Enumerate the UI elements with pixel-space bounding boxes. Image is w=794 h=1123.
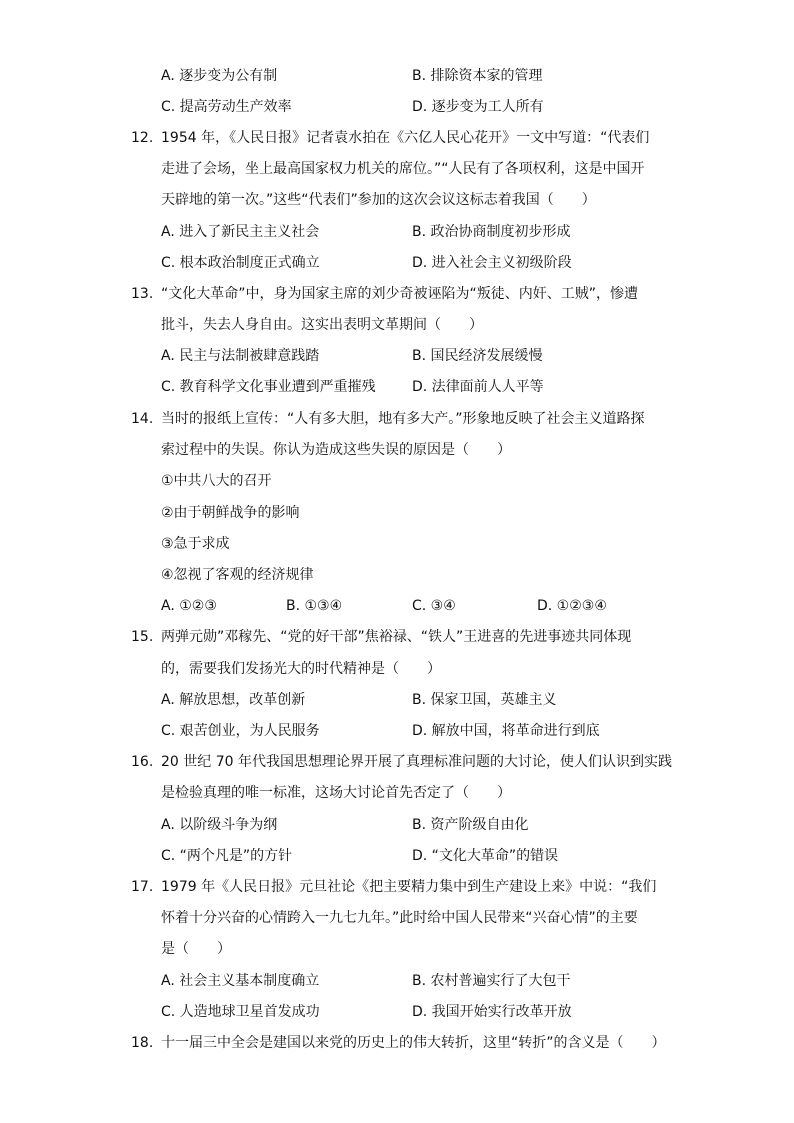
- q11-option-c: C. 提高劳动生产效率: [161, 99, 292, 115]
- q16-option-a: A. 以阶级斗争为纲: [161, 817, 278, 833]
- q17-number: 17.: [131, 879, 154, 895]
- q15-stem-line-1: 两弹元勋”邓稼先、“党的好干部”焦裕禄、“铁人”王进喜的先进事迹共同体现: [161, 629, 632, 645]
- q14-option-b: B. ①③④: [286, 598, 343, 614]
- q12-stem-line-3: 天辟地的第一次。”这些“代表们”参加的这次会议这标志着我国（ ）: [161, 192, 596, 208]
- q16-number: 16.: [131, 754, 154, 770]
- q15-stem-line-2: 的，需要我们发扬光大的时代精神是（ ）: [161, 661, 441, 677]
- q11-option-d: D. 逐步变为工人所有: [412, 99, 544, 115]
- q14-item-4: ④忽视了客观的经济规律: [161, 567, 314, 583]
- q13-stem-line-2: 批斗，失去人身自由。这实出表明文革期间（ ）: [161, 317, 483, 333]
- q11-option-a: A. 逐步变为公有制: [161, 68, 278, 84]
- q15-option-c: C. 艰苦创业，为人民服务: [161, 723, 320, 739]
- q15-option-a: A. 解放思想，改革创新: [161, 692, 306, 708]
- q14-option-a: A. ①②③: [161, 598, 217, 614]
- q17-option-c: C. 人造地球卫星首发成功: [161, 1004, 320, 1020]
- q16-option-d: D. “文化大革命”的错误: [412, 848, 559, 864]
- q13-option-c: C. 教育科学文化事业遭到严重摧残: [161, 379, 376, 395]
- q15-number: 15.: [131, 629, 154, 645]
- q17-stem-line-2: 怀着十分兴奋的心情跨入一九七九年。”此时给中国人民带来“兴奋心情”的主要: [161, 910, 638, 926]
- q12-option-b: B. 政治协商制度初步形成: [412, 224, 571, 240]
- q13-option-a: A. 民主与法制被肆意践踏: [161, 348, 320, 364]
- q12-number: 12.: [131, 130, 154, 146]
- q14-stem-line-2: 索过程中的失误。你认为造成这些失误的原因是（ ）: [161, 442, 511, 458]
- q18-stem-line-1: 十一届三中全会是建国以来党的历史上的伟大转折，这里“转折”的含义是（ ）: [161, 1035, 666, 1051]
- q16-stem-line-2: 是检验真理的唯一标准，这场大讨论首先否定了（ ）: [161, 785, 511, 801]
- q13-stem-line-1: “文化大革命”中，身为国家主席的刘少奇被诬陷为“叛徒、内奸、工贼”，惨遭: [161, 286, 639, 302]
- q13-option-b: B. 国民经济发展缓慢: [412, 348, 543, 364]
- q17-option-a: A. 社会主义基本制度确立: [161, 973, 320, 989]
- q16-stem-line-1: 20 世纪 70 年代我国思想理论界开展了真理标准问题的大讨论，使人们认识到实践: [161, 754, 672, 770]
- q12-option-c: C. 根本政治制度正式确立: [161, 255, 320, 271]
- q14-option-d: D. ①②③④: [537, 598, 607, 614]
- q17-option-b: B. 农村普遍实行了大包干: [412, 973, 571, 989]
- q17-stem-line-1: 1979 年《人民日报》元旦社论《把主要精力集中到生产建设上来》中说：“我们: [161, 879, 657, 895]
- q13-option-d: D. 法律面前人人平等: [412, 379, 544, 395]
- q18-number: 18.: [131, 1035, 154, 1051]
- q12-option-d: D. 进入社会主义初级阶段: [412, 255, 572, 271]
- q14-item-1: ①中共八大的召开: [161, 473, 272, 489]
- q15-option-b: B. 保家卫国，英雄主义: [412, 692, 557, 708]
- q12-stem-line-1: 1954 年，《人民日报》记者袁水拍在《六亿人民心花开》一文中写道：“代表们: [161, 130, 650, 146]
- q14-item-3: ③急于求成: [161, 536, 230, 552]
- q15-option-d: D. 解放中国，将革命进行到底: [412, 723, 600, 739]
- q14-stem-line-1: 当时的报纸上宣传：“人有多大胆，地有多大产。”形象地反映了社会主义道路探: [161, 411, 645, 427]
- q17-option-d: D. 我国开始实行改革开放: [412, 1004, 572, 1020]
- q16-option-b: B. 资产阶级自由化: [412, 817, 529, 833]
- q11-option-b: B. 排除资本家的管理: [412, 68, 543, 84]
- q17-stem-line-3: 是（ ）: [161, 941, 231, 957]
- q14-option-c: C. ③④: [412, 598, 456, 614]
- q12-option-a: A. 进入了新民主主义社会: [161, 224, 320, 240]
- q16-option-c: C. “两个凡是”的方针: [161, 848, 293, 864]
- q13-number: 13.: [131, 286, 154, 302]
- q14-number: 14.: [131, 411, 154, 427]
- q12-stem-line-2: 走进了会场，坐上最高国家权力机关的席位。”“人民有了各项权利，这是中国开: [161, 161, 645, 177]
- q14-item-2: ②由于朝鲜战争的影响: [161, 505, 300, 521]
